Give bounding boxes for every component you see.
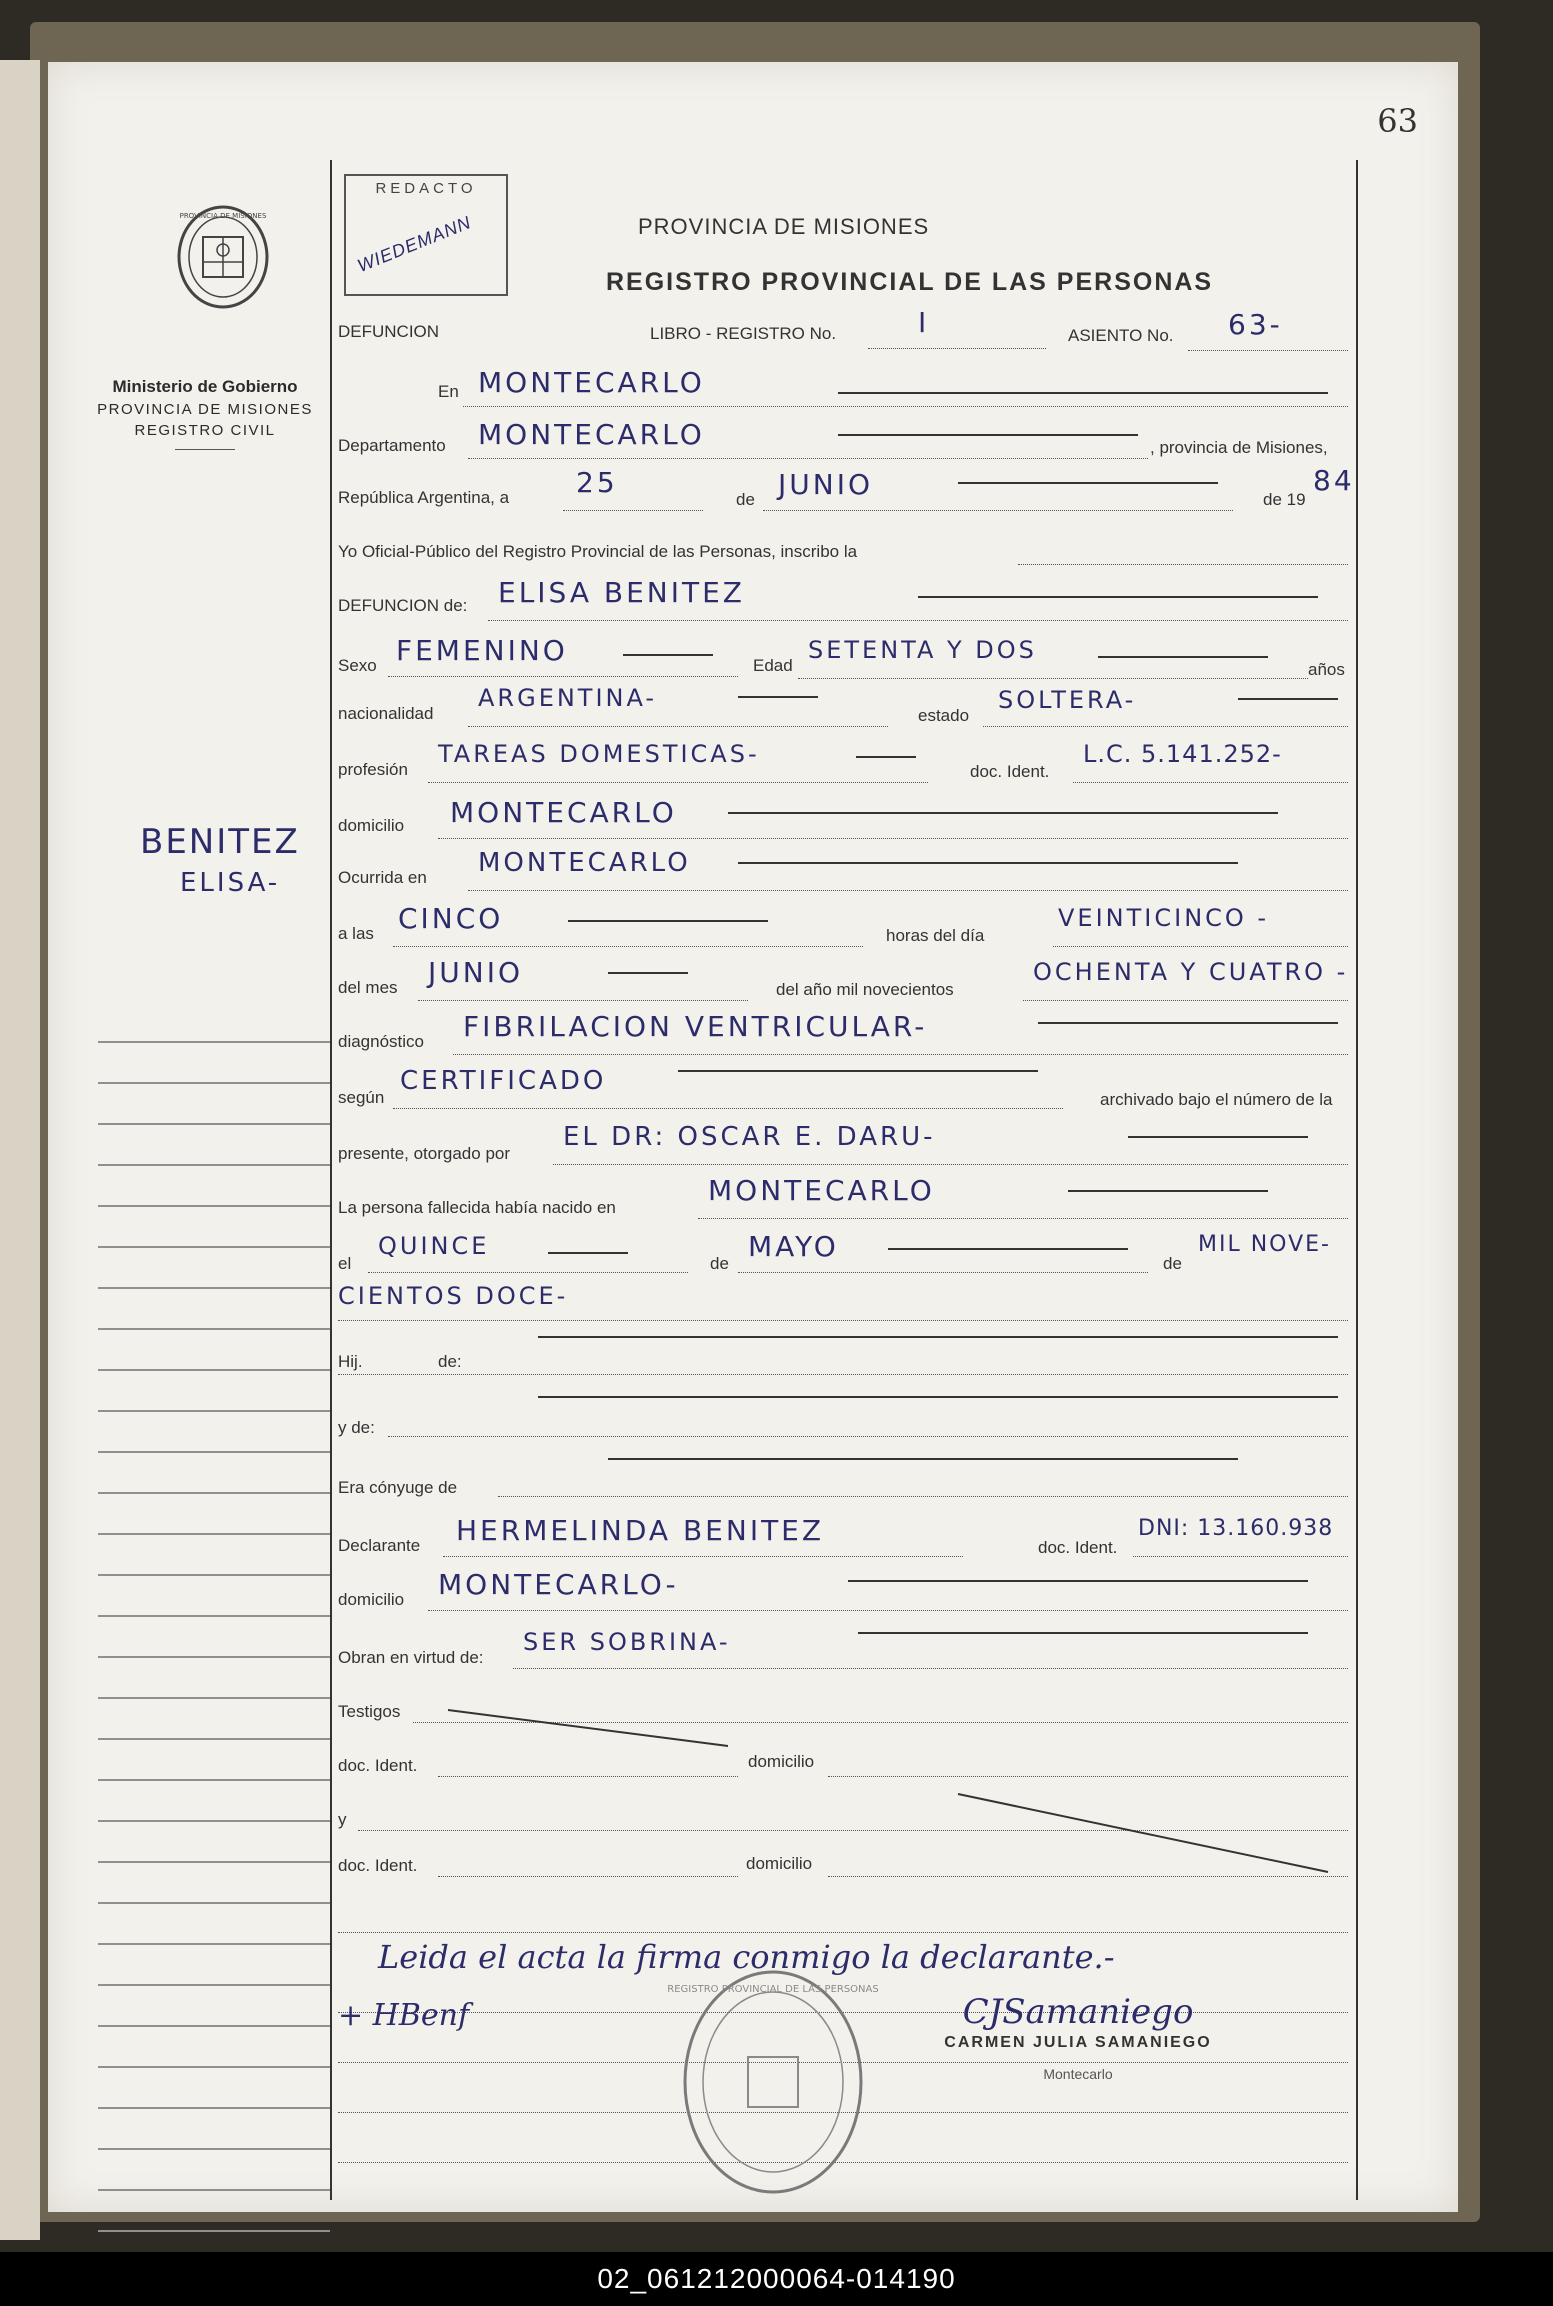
presente-value[interactable]: EL DR: OSCAR E. DARU- [563, 1122, 936, 1152]
anio-letras-line [1023, 1000, 1348, 1001]
testigos-strike-1 [448, 1710, 728, 1746]
mes-letras-value[interactable]: JUNIO [428, 956, 523, 989]
obran-value[interactable]: SER SOBRINA- [523, 1628, 731, 1656]
republica-label: República Argentina, a [338, 488, 510, 507]
profesion-strike [856, 756, 916, 758]
mes-nac-value[interactable]: MAYO [748, 1230, 839, 1263]
estado-value[interactable]: SOLTERA- [998, 686, 1137, 714]
ocurrida-line [468, 890, 1348, 891]
row-diagnostico [338, 1004, 1348, 1056]
testigos-strike-lines [338, 1672, 1348, 1902]
conyuge-line [498, 1496, 1348, 1497]
official-signature-block [918, 1992, 1238, 2082]
row-profesion [338, 734, 1348, 786]
row-sexo [338, 626, 1348, 678]
defuncion-de-label: DEFUNCION de: [338, 596, 468, 615]
departamento-value[interactable]: MONTECARLO [478, 418, 705, 451]
de19-label: de 19 [1263, 490, 1306, 509]
edad-line [798, 678, 1308, 679]
estado-line [983, 726, 1348, 727]
dia-value[interactable]: 25 [576, 466, 618, 499]
row-mes [338, 950, 1348, 1002]
y-de-strike [538, 1396, 1338, 1398]
domicilio-strike [728, 812, 1278, 814]
deceased-name[interactable]: ELISA BENITEZ [498, 576, 745, 609]
row-presente [338, 1112, 1348, 1164]
declarante-doc-line [1133, 1556, 1348, 1557]
obran-label: Obran en virtud de: [338, 1648, 484, 1667]
ministry-rule [175, 449, 235, 450]
presente-line [553, 1164, 1348, 1165]
declarante-dom-line [428, 1610, 1348, 1611]
anio-nac-value[interactable]: MIL NOVE- [1198, 1232, 1331, 1257]
mes-line [763, 510, 1233, 511]
dia-line [563, 510, 703, 511]
y-de-line [388, 1436, 1348, 1437]
image-identifier: 02_061212000064-014190 [597, 2263, 956, 2294]
el-label: el [338, 1254, 352, 1273]
departamento-label: Departamento [338, 436, 446, 455]
declarant-signature: + HBenf [338, 1998, 470, 2033]
diagnostico-strike [1038, 1022, 1338, 1024]
departamento-line [468, 458, 1148, 459]
archivado-label: archivado bajo el número de la [1100, 1090, 1333, 1109]
hij-de-label: de: [438, 1352, 462, 1371]
row-ocurrida [338, 842, 1348, 894]
obran-line [513, 1668, 1348, 1669]
footer-bar [0, 2252, 1553, 2306]
doc-line [1073, 782, 1348, 783]
edad-strike [1098, 656, 1268, 658]
row-hijo [338, 1328, 1348, 1380]
nacido-label: La persona fallecida había nacido en [338, 1198, 616, 1217]
mes-letras-strike [608, 972, 688, 974]
row-oficial [338, 518, 1348, 570]
dia-letras-line [1053, 946, 1348, 947]
oficial-text: Yo Oficial-Público del Registro Provincial de las Personas, inscribo la [338, 542, 858, 561]
redacto-stamp [344, 174, 508, 296]
dia-nac-line [368, 1272, 688, 1273]
sexo-strike [623, 654, 713, 656]
hij-line [338, 1374, 1348, 1375]
asiento-label: ASIENTO No. [1068, 326, 1174, 345]
de-anio-label: de [1163, 1254, 1182, 1273]
margin-divider [330, 160, 332, 2200]
t-dom-label: domicilio [748, 1752, 815, 1771]
anio-letras-value[interactable]: OCHENTA Y CUATRO - [1033, 958, 1349, 986]
ocurrida-value[interactable]: MONTECARLO [478, 848, 691, 878]
row-conyuge [338, 1444, 1348, 1496]
profesion-label: profesión [338, 760, 408, 779]
edad-value[interactable]: SETENTA Y DOS [808, 636, 1037, 664]
horas-label: horas del día [886, 926, 985, 945]
death-record-form [338, 172, 1355, 2212]
row-departamento [338, 410, 1348, 462]
declarante-dom-label: domicilio [338, 1590, 405, 1609]
row-declarante-domicilio [338, 1558, 1348, 1610]
row-nacimiento [338, 1220, 1348, 1272]
libro-line [868, 348, 1046, 349]
registry-seal-text: REGISTRO PROVINCIAL DE LAS PERSONAS [667, 1984, 879, 1995]
doc-value[interactable]: L.C. 5.141.252- [1083, 740, 1282, 768]
sexo-value[interactable]: FEMENINO [396, 634, 568, 667]
declarante-dom-value[interactable]: MONTECARLO- [438, 1568, 679, 1601]
province-heading: PROVINCIA DE MISIONES [638, 214, 930, 239]
nombre-line [488, 620, 1348, 621]
profesion-line [428, 782, 928, 783]
row-domicilio [338, 788, 1348, 840]
asiento-line [1188, 350, 1348, 351]
official-place: Montecarlo [1043, 2066, 1113, 2082]
presente-strike [1128, 1136, 1308, 1138]
row-segun [338, 1058, 1348, 1110]
y-de-label: y de: [338, 1418, 375, 1437]
right-border [1356, 160, 1358, 2200]
provincia-suffix: , provincia de Misiones, [1150, 438, 1328, 457]
sexo-line [388, 676, 738, 677]
en-value[interactable]: MONTECARLO [478, 366, 705, 399]
nacido-line [698, 1218, 1348, 1219]
declarante-value[interactable]: HERMELINDA BENITEZ [456, 1514, 825, 1547]
estado-label: estado [918, 706, 970, 725]
official-signature: CJSamaniego [962, 1992, 1194, 2032]
t-doc-label: doc. Ident. [338, 1756, 418, 1775]
a-las-label: a las [338, 924, 374, 943]
register-page [48, 62, 1458, 2212]
dia-nac-strike [548, 1252, 628, 1254]
closing-line-1 [338, 1932, 1348, 1933]
dia-nac-value[interactable]: QUINCE [378, 1232, 490, 1260]
nacimiento-cont-line [338, 1320, 1348, 1321]
hij-label: Hij. [338, 1352, 363, 1371]
declarante-doc-value[interactable]: DNI: 13.160.938 [1138, 1516, 1334, 1541]
row-en [338, 356, 1348, 408]
declarante-label: Declarante [338, 1536, 421, 1555]
hora-value[interactable]: CINCO [398, 902, 504, 935]
page-number: 63 [1377, 102, 1418, 140]
testigos-label: Testigos [338, 1702, 401, 1721]
row-nacionalidad [338, 680, 1348, 732]
segun-label: según [338, 1088, 385, 1107]
ministry-registry: REGISTRO CIVIL [134, 422, 276, 439]
record-type-label: DEFUNCION [338, 322, 440, 341]
libro-label: LIBRO - REGISTRO No. [650, 324, 837, 343]
en-strike [838, 392, 1328, 394]
mes-strike [958, 482, 1218, 484]
margin-surname: BENITEZ [140, 822, 300, 862]
coat-of-arms-icon [168, 202, 278, 312]
nacido-value[interactable]: MONTECARLO [708, 1174, 935, 1207]
mes-nac-strike [888, 1248, 1128, 1250]
ocurrida-strike [738, 862, 1238, 864]
declarante-dom-strike [848, 1580, 1308, 1582]
en-label: En [438, 382, 459, 401]
diagnostico-label: diagnóstico [338, 1032, 425, 1051]
row-fecha [338, 464, 1355, 516]
hora-strike [568, 920, 768, 922]
seal-text: PROVINCIA DE MISIONES [179, 212, 267, 220]
t2-dom-label: domicilio [746, 1854, 813, 1873]
presente-label: presente, otorgado por [338, 1144, 511, 1163]
redacto-label: REDACTO [375, 180, 477, 197]
oficial-line [1018, 564, 1348, 565]
facing-page-edge [0, 60, 40, 2240]
conyuge-label: Era cónyuge de [338, 1478, 458, 1497]
margin-given-name: ELISA- [180, 868, 281, 898]
nacionalidad-line [468, 726, 888, 727]
registry-seal-icon [667, 1962, 879, 2202]
mes-letras-line [418, 1000, 748, 1001]
row-hora [338, 896, 1348, 948]
mes-nac-line [738, 1272, 1148, 1273]
nacionalidad-strike [738, 696, 818, 698]
de-mayo-label: de [710, 1254, 729, 1273]
en-line [463, 406, 1348, 407]
hij-strike [538, 1336, 1338, 1338]
nacionalidad-value[interactable]: ARGENTINA- [478, 684, 658, 712]
nacido-strike [1068, 1190, 1268, 1192]
row-nacido [338, 1166, 1348, 1218]
testigos-strike-2 [958, 1794, 1328, 1872]
hora-line [393, 946, 863, 947]
margin-column [70, 202, 330, 2182]
official-name: CARMEN JULIA SAMANIEGO [944, 2034, 1212, 2051]
diagnostico-value[interactable]: FIBRILACION VENTRICULAR- [463, 1010, 928, 1043]
t2-doc-label: doc. Ident. [338, 1856, 418, 1875]
anio-nac-continuation[interactable]: CIENTOS DOCE- [338, 1282, 569, 1310]
nacionalidad-label: nacionalidad [338, 704, 434, 723]
registry-heading: REGISTRO PROVINCIAL DE LAS PERSONAS [606, 268, 1214, 296]
nombre-strike [918, 596, 1318, 598]
declarante-doc-label: doc. Ident. [1038, 1538, 1118, 1557]
anio-mil-label: del año mil novecientos [776, 980, 954, 999]
conyuge-strike [608, 1458, 1238, 1460]
row-nacimiento-cont [338, 1274, 1348, 1326]
redacto-signature: WIEDEMANN [354, 212, 475, 276]
ocurrida-label: Ocurrida en [338, 868, 427, 887]
ministry-block [70, 377, 340, 450]
declarante-line [443, 1556, 963, 1557]
mes-label: del mes [338, 978, 398, 997]
segun-value[interactable]: CERTIFICADO [400, 1066, 607, 1096]
asiento-value[interactable]: 63- [1228, 308, 1283, 341]
anio-value[interactable]: 84 [1313, 464, 1355, 497]
row-declarante [338, 1502, 1348, 1557]
diagnostico-line [453, 1054, 1348, 1055]
row-nombre [338, 572, 1348, 624]
margin-ruled-lines [98, 1002, 330, 2262]
sexo-label: Sexo [338, 656, 377, 675]
dia-letras-value[interactable]: VEINTICINCO - [1058, 904, 1270, 932]
row-libro [338, 302, 1348, 354]
domicilio-line [438, 838, 1348, 839]
ministry-title: Ministerio de Gobierno [112, 377, 298, 396]
row-y-de [338, 1386, 1348, 1438]
closing-reading-text: Leida el acta la firma conmigo la declarante.- [378, 1938, 1115, 1976]
ministry-province: PROVINCIA DE MISIONES [97, 401, 313, 418]
profesion-value[interactable]: TAREAS DOMESTICAS- [438, 740, 760, 768]
domicilio-value[interactable]: MONTECARLO [450, 796, 677, 829]
margin-annotation [140, 822, 300, 898]
doc-label: doc. Ident. [970, 762, 1050, 781]
y-label: y [338, 1810, 347, 1829]
estado-strike [1238, 698, 1338, 700]
libro-value[interactable]: I [918, 306, 930, 339]
mes-value[interactable]: JUNIO [778, 468, 873, 501]
segun-line [393, 1108, 1063, 1109]
de-label: de [736, 490, 755, 509]
obran-strike [858, 1632, 1308, 1634]
segun-strike [678, 1070, 1038, 1072]
departamento-strike [838, 434, 1138, 436]
anios-label: años [1308, 660, 1345, 679]
row-obran [338, 1614, 1348, 1666]
domicilio-label: domicilio [338, 816, 405, 835]
edad-label: Edad [753, 656, 793, 675]
